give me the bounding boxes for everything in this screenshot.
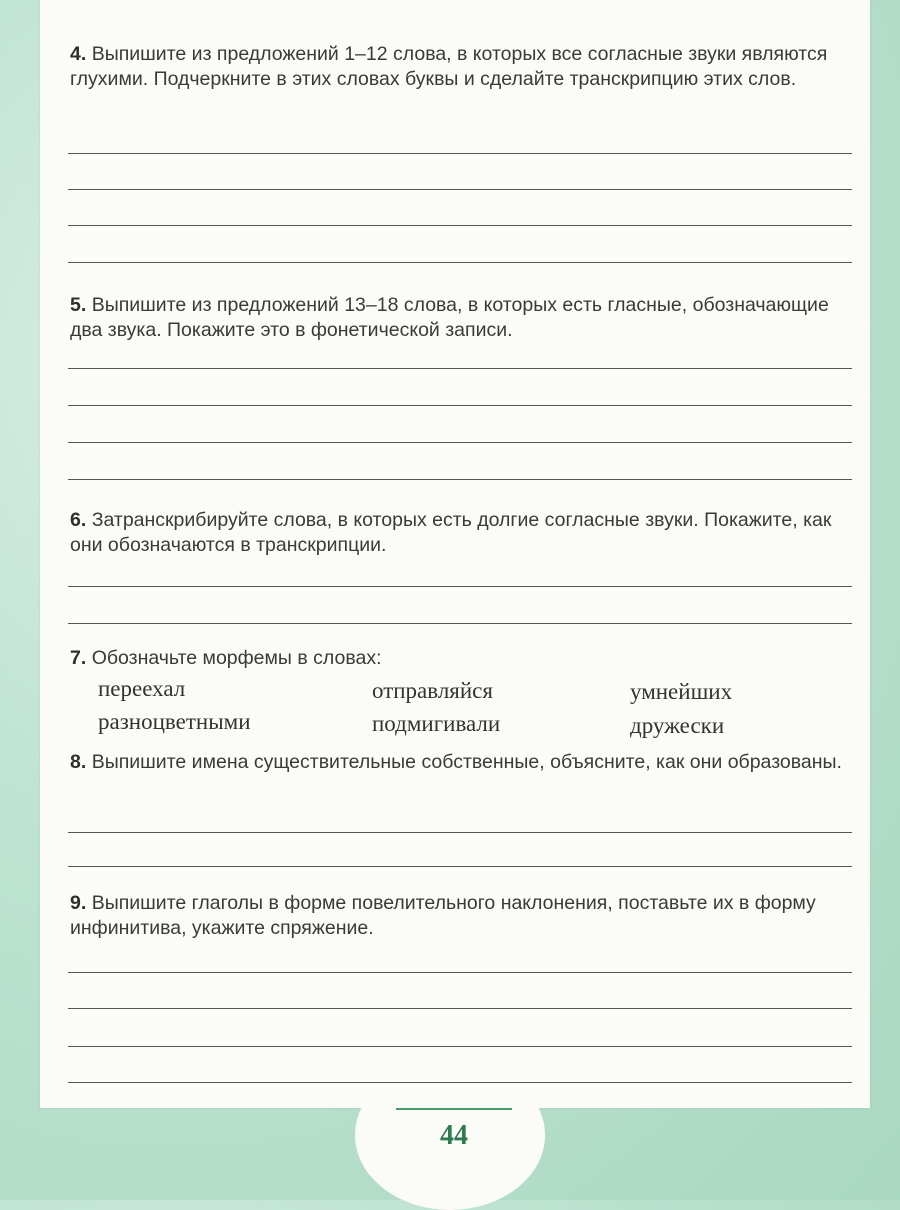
exercise-text: Выпишите из предложений 13–18 слова, в которых есть гласные, обозначающие два звука. Покажите это в фонетической записи.: [70, 294, 829, 341]
morpheme-word: отправляйся: [372, 678, 493, 703]
answer-line[interactable]: [68, 225, 852, 226]
answer-line[interactable]: [68, 153, 852, 154]
morpheme-word: умнейших: [630, 679, 733, 704]
morpheme-word: переехал: [98, 676, 186, 701]
answer-line[interactable]: [68, 442, 852, 443]
answer-line[interactable]: [68, 1046, 852, 1047]
exercise-text: Обозначьте морфемы в словах:: [91, 647, 382, 669]
exercise-7: [70, 646, 852, 671]
answer-line[interactable]: [68, 1008, 852, 1009]
answer-line[interactable]: [68, 586, 852, 587]
answer-line[interactable]: [68, 832, 852, 833]
exercise-number: 8.: [70, 751, 87, 773]
page-number-rule: [396, 1108, 512, 1110]
morpheme-word: разноцветными: [98, 709, 251, 734]
exercise-text: Выпишите из предложений 1–12 слова, в которых все согласные звуки являются глухими. Подчеркните в этих словах буквы и сделайте транскрипцию этих слов.: [70, 43, 828, 90]
exercise-8: [70, 750, 852, 775]
answer-line[interactable]: [68, 479, 852, 480]
answer-line[interactable]: [68, 368, 852, 369]
exercise-number: 9.: [70, 892, 87, 914]
answer-line[interactable]: [68, 405, 852, 406]
morpheme-word: подмигивали: [372, 711, 501, 736]
answer-line[interactable]: [68, 262, 852, 263]
exercise-number: 7.: [70, 647, 87, 669]
answer-line[interactable]: [68, 972, 852, 973]
exercise-text: Выпишите имена существительные собственные, объясните, как они образованы.: [91, 751, 842, 773]
exercise-5: [70, 293, 852, 343]
answer-line[interactable]: [68, 189, 852, 190]
exercise-number: 6.: [70, 509, 87, 531]
answer-line[interactable]: [68, 866, 852, 867]
exercise-text: Выпишите глаголы в форме повелительного наклонения, поставьте их в форму инфинитива, укажите спряжение.: [70, 892, 816, 939]
exercise-6: [70, 508, 852, 558]
exercise-9: [70, 891, 852, 941]
exercise-number: 5.: [70, 294, 87, 316]
page-number: 44: [440, 1120, 468, 1151]
exercise-number: 4.: [70, 43, 87, 65]
morpheme-word: дружески: [630, 713, 725, 738]
exercise-text: Затранскрибируйте слова, в которых есть долгие согласные звуки. Покажите, как они обозначаются в транскрипции.: [70, 509, 832, 556]
exercise-4: [70, 42, 852, 92]
answer-line[interactable]: [68, 623, 852, 624]
answer-line[interactable]: [68, 1082, 852, 1083]
